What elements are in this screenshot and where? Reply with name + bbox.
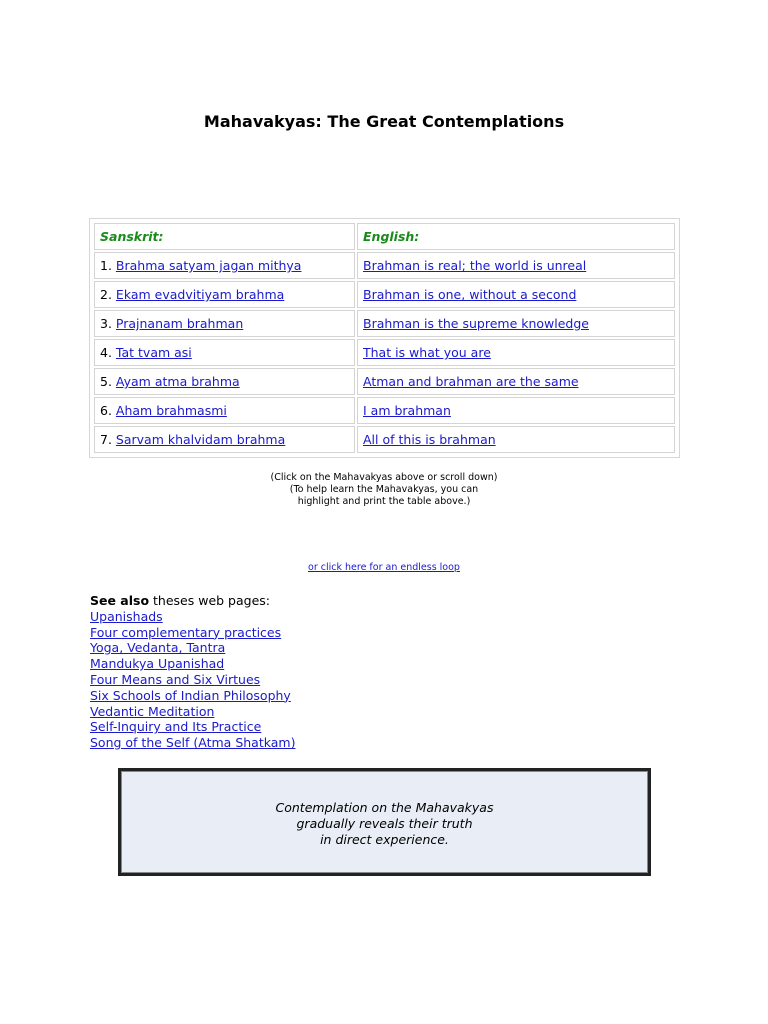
row-number: 7. xyxy=(100,432,112,447)
row-number: 2. xyxy=(100,287,112,302)
sanskrit-link[interactable]: Ekam evadvitiyam brahma xyxy=(115,287,285,302)
sanskrit-link[interactable]: Aham brahmasmi xyxy=(115,403,227,418)
sanskrit-cell xyxy=(94,310,355,337)
see-also-link-mandukya[interactable]: Mandukya Upanishad xyxy=(90,656,225,672)
sanskrit-cell xyxy=(94,252,355,279)
table-row xyxy=(94,426,675,453)
english-cell xyxy=(357,252,675,279)
see-also-link-atma-shatkam[interactable]: Song of the Self (Atma Shatkam) xyxy=(90,735,296,751)
english-link[interactable]: That is what you are xyxy=(363,345,491,360)
english-column-header: English: xyxy=(357,223,675,250)
quote-line: gradually reveals their truth xyxy=(296,816,473,831)
see-also-link-four-means[interactable]: Four Means and Six Virtues xyxy=(90,671,261,687)
english-cell xyxy=(357,281,675,308)
english-link[interactable]: I am brahman xyxy=(363,403,451,418)
table-row xyxy=(94,310,675,337)
see-also-link-yoga-vedanta-tantra[interactable]: Yoga, Vedanta, Tantra xyxy=(90,640,226,656)
quote-line: in direct experience. xyxy=(320,832,449,847)
table-row xyxy=(94,339,675,366)
sanskrit-link[interactable]: Ayam atma brahma xyxy=(115,374,240,389)
row-number: 3. xyxy=(100,316,112,331)
row-number: 1. xyxy=(100,258,112,273)
see-also-section xyxy=(90,593,295,751)
english-link[interactable]: Brahman is the supreme knowledge xyxy=(363,316,589,331)
english-cell xyxy=(357,368,675,395)
row-number: 5. xyxy=(100,374,112,389)
quote-line: Contemplation on the Mahavakyas xyxy=(275,800,494,815)
endless-loop-link[interactable]: or click here for an endless loop xyxy=(308,562,460,573)
row-number: 4. xyxy=(100,345,112,360)
see-also-heading xyxy=(90,593,295,609)
sanskrit-column-header: Sanskrit: xyxy=(94,223,355,250)
mahavakyas-table xyxy=(89,218,680,458)
see-also-bold: See also xyxy=(90,593,150,608)
english-cell xyxy=(357,339,675,366)
table-row xyxy=(94,252,675,279)
english-link[interactable]: All of this is brahman xyxy=(363,432,496,447)
sanskrit-link[interactable]: Tat tvam asi xyxy=(115,345,192,360)
see-also-link-six-schools[interactable]: Six Schools of Indian Philosophy xyxy=(90,687,291,703)
see-also-link-vedantic-meditation[interactable]: Vedantic Meditation xyxy=(90,703,215,719)
see-also-link-upanishads[interactable]: Upanishads xyxy=(90,608,163,624)
sanskrit-cell xyxy=(94,281,355,308)
sanskrit-link[interactable]: Sarvam khalvidam brahma xyxy=(115,432,286,447)
note-line: highlight and print the table above.) xyxy=(297,496,471,507)
sanskrit-link[interactable]: Prajnanam brahman xyxy=(115,316,244,331)
sanskrit-cell xyxy=(94,426,355,453)
contemplation-quote-box xyxy=(118,768,651,876)
table-row xyxy=(94,368,675,395)
note-line: (Click on the Mahavakyas above or scroll down) xyxy=(270,472,498,483)
table-header-row xyxy=(94,223,675,250)
sanskrit-cell xyxy=(94,339,355,366)
instruction-note xyxy=(0,472,768,508)
english-link[interactable]: Brahman is real; the world is unreal xyxy=(363,258,587,273)
english-cell xyxy=(357,426,675,453)
see-also-link-self-inquiry[interactable]: Self-Inquiry and Its Practice xyxy=(90,719,262,735)
table-row xyxy=(94,397,675,424)
english-link[interactable]: Brahman is one, without a second xyxy=(363,287,577,302)
english-link[interactable]: Atman and brahman are the same xyxy=(363,374,579,389)
sanskrit-cell xyxy=(94,368,355,395)
note-line: (To help learn the Mahavakyas, you can xyxy=(289,484,479,495)
sanskrit-link[interactable]: Brahma satyam jagan mithya xyxy=(115,258,302,273)
english-cell xyxy=(357,310,675,337)
see-also-rest: theses web pages: xyxy=(149,593,271,608)
page-title: Mahavakyas: The Great Contemplations xyxy=(203,112,565,131)
row-number: 6. xyxy=(100,403,112,418)
english-cell xyxy=(357,397,675,424)
see-also-link-four-practices[interactable]: Four complementary practices xyxy=(90,624,282,640)
sanskrit-cell xyxy=(94,397,355,424)
endless-loop-container xyxy=(0,562,768,573)
table-row xyxy=(94,281,675,308)
